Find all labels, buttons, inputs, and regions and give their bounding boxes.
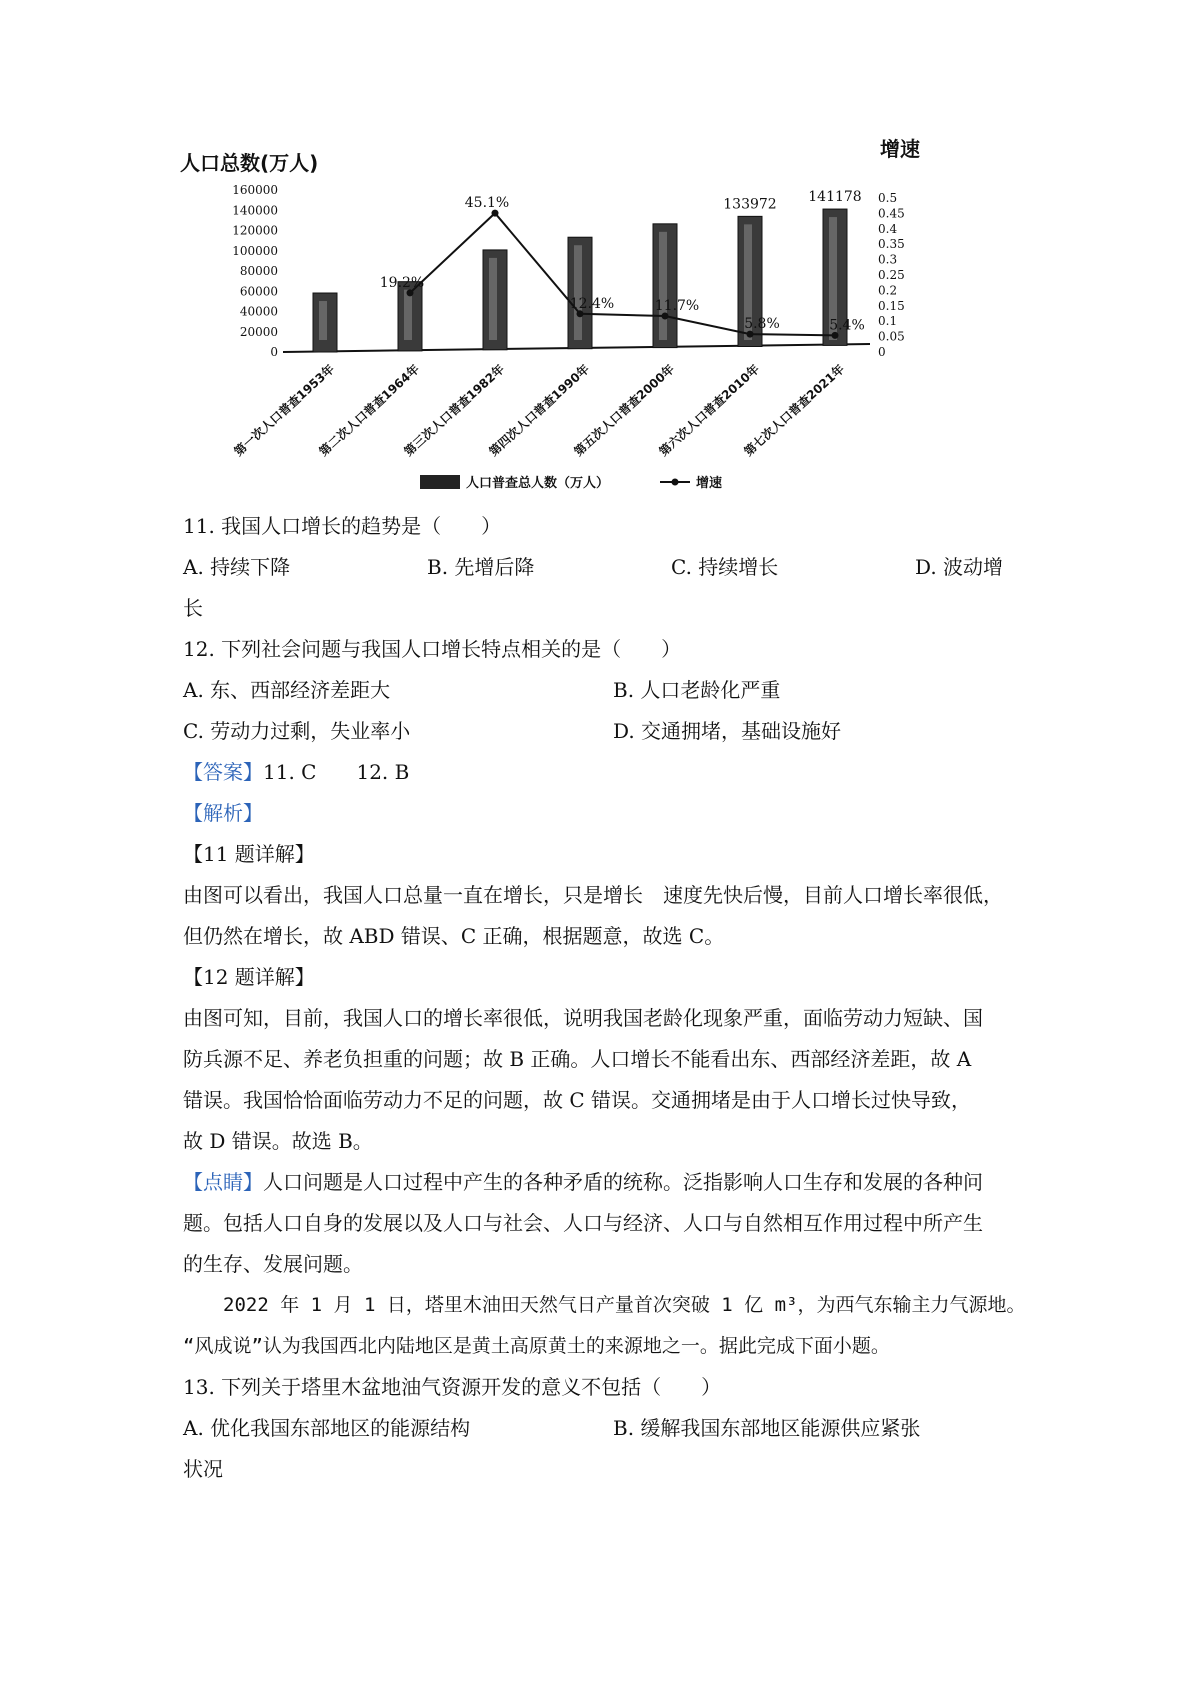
y-left-tick-label: 140000	[232, 203, 278, 218]
growth-data-label: 12.4%	[569, 295, 615, 312]
tip-tag: 【点睛】	[183, 1170, 263, 1194]
q11-option-d-tail: 长	[183, 596, 203, 620]
passage-line-2: “风成说”认为我国西北内陆地区是黄土高原黄土的来源地之一。据此完成下面小题。	[183, 1335, 890, 1357]
q11-option-c: C. 持续增长	[671, 555, 779, 579]
bar-data-label: 141178	[808, 189, 862, 206]
legend-bar-label: 人口普查总人数（万人）	[466, 476, 610, 491]
q11-option-d: D. 波动增	[915, 555, 1004, 579]
y-left-tick-label: 80000	[239, 264, 278, 278]
y-right-tick-label: 0.15	[878, 298, 905, 313]
q11-detail-line-2: 但仍然在增长，故 ABD 错误、C 正确，根据题意，故选 C。	[183, 924, 725, 948]
q12-option-a: A. 东、西部经济差距大	[183, 678, 391, 702]
y-left-tick-label: 100000	[232, 243, 278, 258]
y-right-tick-label: 0.05	[878, 329, 905, 344]
y-axis-left-title: 人口总数(万人)	[180, 151, 319, 175]
x-tick-label: 第七次人口普查2021年	[741, 361, 848, 459]
tip-line-1	[183, 1162, 1043, 1203]
tip-text-1: 人口问题是人口过程中产生的各种矛盾的统称。泛指影响人口生存和发展的各种问	[263, 1170, 983, 1194]
y-left-tick-label: 60000	[239, 284, 278, 299]
q11-option-b: B. 先增后降	[427, 555, 535, 579]
x-tick-label: 第四次人口普查1990年	[486, 361, 593, 459]
q12-detail-title: 【12 题详解】	[183, 965, 315, 989]
q12-detail-line-3: 错误。我国恰恰面临劳动力不足的问题，故 C 错误。交通拥堵是由于人口增长过快导致，	[183, 1088, 972, 1112]
q13-option-a: A. 优化我国东部地区的能源结构	[183, 1416, 471, 1440]
y-right-tick-label: 0.2	[878, 283, 898, 298]
bar-data-label: 133972	[723, 196, 777, 213]
y-right-tick-label: 0.4	[878, 221, 898, 236]
legend-line-marker	[672, 479, 679, 486]
q13-stem: 13. 下列关于塔里木盆地油气资源开发的意义不包括（ ）	[183, 1375, 722, 1399]
growth-data-label: 5.4%	[829, 317, 865, 334]
y-right-tick-label: 0.3	[878, 252, 898, 267]
population-bar-highlight	[489, 258, 497, 340]
y-right-tick-label: 0.45	[878, 206, 905, 221]
population-bar-highlight	[404, 290, 412, 340]
tip-line-2: 题。包括人口自身的发展以及人口与社会、人口与经济、人口与自然相互作用过程中所产生	[183, 1211, 983, 1235]
growth-data-label: 19.2%	[379, 274, 425, 291]
population-bar-highlight	[319, 301, 327, 340]
q12-options-row2	[183, 711, 1043, 752]
x-tick-label: 第五次人口普查2000年	[571, 361, 678, 459]
q11-detail-title: 【11 题详解】	[183, 842, 315, 866]
legend-bar-swatch	[420, 475, 460, 489]
q11-stem: 11. 我国人口增长的趋势是（ ）	[183, 514, 502, 538]
population-bar-highlight	[574, 245, 582, 340]
q12-option-d: D. 交通拥堵，基础设施好	[613, 719, 842, 743]
q13-options	[183, 1408, 1043, 1449]
q12-detail-line-4: 故 D 错误。故选 B。	[183, 1129, 373, 1153]
x-tick-label: 第三次人口普查1982年	[401, 361, 508, 459]
tip-line-3: 的生存、发展问题。	[183, 1252, 363, 1276]
q12-options-row1	[183, 670, 1043, 711]
y-right-tick-label: 0.1	[878, 314, 898, 329]
q12-option-c: C. 劳动力过剩，失业率小	[183, 719, 411, 743]
x-tick-label: 第六次人口普查2010年	[656, 361, 763, 459]
x-tick-label: 第二次人口普查1964年	[316, 361, 423, 459]
q13-option-b: B. 缓解我国东部地区能源供应紧张	[613, 1416, 921, 1440]
q12-stem: 12. 下列社会问题与我国人口增长特点相关的是（ ）	[183, 637, 682, 661]
growth-data-label: 5.8%	[744, 316, 780, 333]
growth-data-label: 11.7%	[654, 297, 700, 314]
population-chart	[170, 130, 1070, 550]
growth-data-label: 45.1%	[464, 195, 510, 212]
y-right-tick-label: 0	[878, 345, 886, 359]
y-left-tick-label: 120000	[232, 223, 278, 238]
y-left-tick-label: 40000	[239, 304, 278, 319]
document-body	[183, 506, 1043, 1490]
y-left-tick-label: 160000	[232, 183, 278, 197]
q12-detail-line-2: 防兵源不足、养老负担重的问题；故 B 正确。人口增长不能看出东、西部经济差距，故 A	[183, 1047, 972, 1071]
analysis-line	[183, 793, 1043, 834]
y-left-tick-label: 0	[270, 345, 278, 359]
analysis-tag: 【解析】	[183, 801, 263, 825]
answer-text: 11. C 12. B	[263, 760, 410, 784]
x-tick-label: 第一次人口普查1953年	[231, 361, 338, 459]
answer-tag: 【答案】	[183, 760, 263, 784]
passage-line-1: 2022 年 1 月 1 日，塔里木油田天然气日产量首次突破 1 亿 m³，为西气东输主力气源地。	[223, 1294, 1026, 1316]
y-axis-right-title: 增速	[880, 137, 920, 161]
q11-option-a: A. 持续下降	[183, 555, 291, 579]
q13-option-b-tail: 状况	[183, 1457, 223, 1481]
y-right-tick-label: 0.25	[878, 268, 905, 282]
q11-options	[183, 547, 1043, 588]
population-bar-highlight	[659, 232, 667, 340]
y-right-tick-label: 0.35	[878, 237, 905, 252]
q12-detail-line-1: 由图可知，目前，我国人口的增长率很低，说明我国老龄化现象严重，面临劳动力短缺、国	[183, 1006, 983, 1030]
legend-line-label: 增速	[696, 476, 723, 491]
chart-svg	[170, 130, 1070, 550]
q12-option-b: B. 人口老龄化严重	[613, 678, 781, 702]
y-right-tick-label: 0.5	[878, 191, 898, 205]
y-left-tick-label: 20000	[239, 324, 278, 339]
q11-detail-line-1: 由图可以看出，我国人口总量一直在增长，只是增长 速度先快后慢，目前人口增长率很低，	[183, 883, 1003, 907]
answer-line	[183, 752, 1043, 793]
